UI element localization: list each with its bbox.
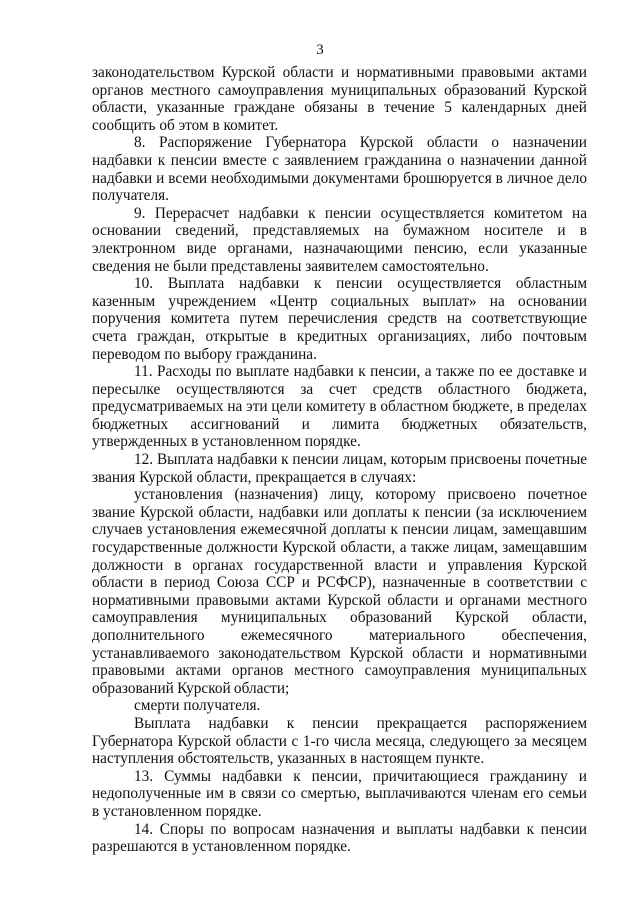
paragraph-continuation: законодательством Курской области и нормативными правовыми актами органов местного самоуправления муниципальных образований Курской области, указанные граждане обязаны в течение 5 календарных дней сообщить об этом в комитет. [92,64,587,134]
paragraph-8: 8. Распоряжение Губернатора Курской области о назначении надбавки к пенсии вместе с заявлением гражданина о назначении данной надбавки и всеми необходимыми документами брошюруется в личное дело получателя. [92,134,587,205]
paragraph-12-case-1: установления (назначения) лицу, которому присвоено почетное звание Курской области, надбавки или доплаты к пенсии (за исключением случаев установления ежемесячной доплаты к пенсии лицам, замещавшим государственные должности Курской области, а также лицам, замещавшим должности в органах государственной власти и управления Курской области в период Союза ССР и РСФСР), назначенные в соответствии с нормативными правовыми актами Курской области и органами местного самоуправления муниципальных образований Курской области, дополнительного ежемесячного материального обеспечения, устанавливаемого законодательством Курской области и нормативными правовыми актами органов местного самоуправления муниципальных образований Курской области; [92,486,587,697]
paragraph-11: 11. Расходы по выплате надбавки к пенсии, а также по ее доставке и пересылке осуществляются за счет средств областного бюджета, предусматриваемых на эти цели комитету в областном бюджете, в пределах бюджетных ассигнований и лимита бюджетных обязательств, утвержденных в установленном порядке. [92,363,587,451]
paragraph-12: 12. Выплата надбавки к пенсии лицам, которым присвоены почетные звания Курской области, прекращается в случаях: [92,451,588,486]
document-body [92,64,587,856]
page-number: 3 [316,42,324,58]
paragraph-12-case-2: смерти получателя. [134,697,261,715]
paragraph-10: 10. Выплата надбавки к пенсии осуществляется областным казенным учреждением «Центр социальных выплат» на основании поручения комитета путем перечисления средств на соответствующие счета граждан, открытые в кредитных организациях, либо почтовым переводом по выбору гражданина. [92,275,587,363]
paragraph-14: 14. Споры по вопросам назначения и выплаты надбавки к пенсии разрешаются в установленном порядке. [92,820,587,856]
paragraph-9: 9. Перерасчет надбавки к пенсии осуществляется комитетом на основании сведений, представляемых на бумажном носителе и в электронном виде органами, назначающими пенсию, если указанные сведения не были представлены заявителем самостоятельно. [92,204,587,275]
paragraph-12-termination: Выплата надбавки к пенсии прекращается распоряжением Губернатора Курской области с 1-го числа месяца, следующего за месяцем наступления обстоятельств, указанных в настоящем пункте. [92,714,587,768]
paragraph-13: 13. Суммы надбавки к пенсии, причитающиеся гражданину и недополученные им в связи со смертью, выплачиваются членам его семьи в установленном порядке. [92,767,587,820]
